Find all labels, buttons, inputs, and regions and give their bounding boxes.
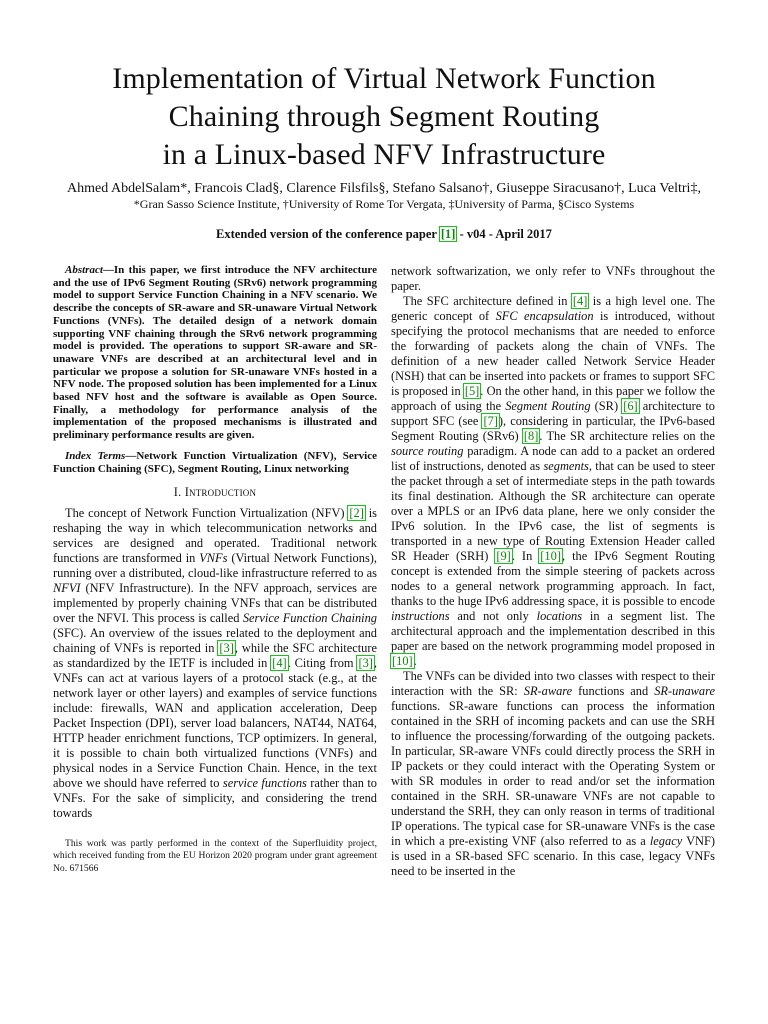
right-paragraph-2: The SFC architecture defined in [4] is a high level one. The generic concept of SFC encapsulation is introduced, without specifying the protocol mechanisms that are needed to enforce the forwarding of packets along the chain of VNFs. The definition of a new header called Network Service Header (NSH) that can be inserted into packets or frames to support SFC is proposed in [5]. On the other hand, in this paper we follow the approach of using the Segment Routing (SR) [6] architecture to support SFC (see [7]), considering in particular, the IPv6-based Segment Routing (SRv6) [8]. The SR architecture relies on the source routing paradigm. A node can add to a packet an ordered list of instructions, denoted as segments, that can be used to steer the packet through a set of intermediate steps in the path towards its final destination. Although the SR architecture can operate over a MPLS or an IPv6 data plane, here we only consider the IPv6 solution. In the IPv6 case, the list of segments is transported in a new type of Routing Extension Header called SR Header (SRH) [9]. In [10], the IPv6 Segment Routing concept is extended from the simple steering of packets across nodes to a general network programming approach. In fact, thanks to the huge IPv6 addressing space, it is possible to encode instructions and not only locations in a segment list. The architectural approach and the implementation described in this paper are based on the network programming model proposed in [10]. xyxy=(391,294,716,668)
extended-note-version: - v04 - April 2017 xyxy=(456,227,552,241)
intro-paragraph: The concept of Network Function Virtualization (NFV) [2] is reshaping the way in which telecommunication networks and services are designed and operated. Traditional network functions are transformed in VNFs (Virtual Network Functions), running over a distributed, cloud-like infrastructure referred to as NFVI (NFV Infrastructure). In the NFV approach, services are implemented by properly chaining VNFs that can be distributed over the NFVI. This process is called Service Function Chaining (SFC). An overview of the issues related to the deployment and chaining of VNFs is reported in [3], while the SFC architecture as standardized by the IETF is included in [4]. Citing from [3], VNFs can act at various layers of a protocol stack (e.g., at the network layer or other layers) and examples of service functions include: firewalls, WAN and application acceleration, Deep Packet Inspection (DPI), server load balancers, NAT44, NAT64, HTTP header enrichment functions, TCP optimizers. In general, it is possible to chain both virtualized functions (VNFs) and physical nodes in a Service Function Chain. Hence, in the text above we should have referred to service functions rather than to VNFs. For the sake of simplicity, and considering the trend towards xyxy=(53,506,378,821)
citation-link[interactable]: [3] xyxy=(358,656,373,671)
right-paragraph-3: The VNFs can be divided into two classes with respect to their interaction with the SR: SR-aware functions and SR-unaware functions. SR-aware functions can process the information contained in the SRH of incoming packets and can use the SRH to influence the processing/forwarding of the outgoing packets. In particular, SR-aware VNFs could directly process the SRH in IP packets or they could interact with the Operating System or with SR modules in order to read and/or set the information contained in the SRH. SR-unaware VNFs are not capable to understand the SRH, they can only reason in terms of traditional IP operations. The typical case for SR-unaware VNFs is the case in which a pre-existing VNF (also referred to as a legacy VNF) is used in a SR-based SFC scenario. In this case, legacy VNFs need to be inserted in the xyxy=(391,669,715,878)
extended-version-note xyxy=(20,227,748,242)
index-terms xyxy=(53,450,377,475)
affiliations: *Gran Sasso Science Institute, †University of Rome Tor Vergata, ‡University of Parma, §Cisco Systems xyxy=(133,197,635,211)
abstract-text: —In this paper, we first introduce the NFV architecture and the use of IPv6 Segment Routing (SRv6) network programming model to support Service Function Chaining in a NFV scenario. We describe the concepts of SR-aware and SR-unaware Virtual Network Functions (VNFs). The detailed design of a network domain supporting VNF chaining through the SRv6 network programming model is provided. The operations to support SR-aware and SR-unaware VNFs are described at an architectural level and in particular we propose a solution for SR-unaware VNFs hosted in a NFV node. The proposed solution has been implemented for a Linux based NFV host and the software is available as Open Source. Finally, a methodology for performance analysis of the implementation of the proposed mechanisms is illustrated and preliminary performance results are given. xyxy=(53,264,377,442)
section-numeral: I. xyxy=(173,485,185,500)
citation-link[interactable]: [5] xyxy=(464,384,480,398)
title-line-3: in a Linux-based NFV Infrastructure xyxy=(162,138,606,171)
footnote-text: This work was partly performed in the context of the Superfluidity project, which received funding from the EU Horizon 2020 program under grant agreement No. 671566 xyxy=(53,838,377,874)
citation-link[interactable]: [9] xyxy=(496,549,511,563)
citation-link[interactable]: [4] xyxy=(572,294,588,308)
citation-link[interactable]: [2] xyxy=(349,506,364,521)
citation-link[interactable]: [8] xyxy=(523,429,539,443)
title-line-2: Chaining through Segment Routing xyxy=(168,100,600,133)
section-heading-introduction xyxy=(53,485,377,500)
footnote xyxy=(53,838,377,875)
citation-link[interactable]: [6] xyxy=(623,399,638,413)
abstract xyxy=(53,264,377,442)
citation-link[interactable]: [1] xyxy=(440,227,456,241)
citation-link[interactable]: [7] xyxy=(483,414,498,428)
citation-link[interactable]: [10] xyxy=(540,549,561,563)
right-paragraph-1: network softwarization, we only refer to VNFs throughout the paper. xyxy=(391,264,715,293)
abstract-label: Abstract xyxy=(65,264,103,276)
extended-note-text: Extended version of the conference paper xyxy=(216,227,440,241)
section-title: Introduction xyxy=(184,485,257,500)
author-list: Ahmed AbdelSalam*, Francois Clad§, Clarence Filsfils§, Stefano Salsano†, Giuseppe Siracusano†, Luca Veltri‡, xyxy=(67,181,701,196)
left-column xyxy=(53,264,377,821)
citation-link[interactable]: [10] xyxy=(392,654,413,668)
citation-link[interactable]: [3] xyxy=(219,641,234,656)
citation-link[interactable]: [4] xyxy=(272,656,287,671)
index-terms-text: —Network Function Virtualization (NFV), Service Function Chaining (SFC), Segment Routing, Linux networking xyxy=(53,449,377,475)
right-column xyxy=(391,264,715,879)
index-terms-label: Index Terms xyxy=(65,449,126,462)
title-line-1: Implementation of Virtual Network Function xyxy=(112,62,656,95)
paper-title xyxy=(40,60,728,174)
